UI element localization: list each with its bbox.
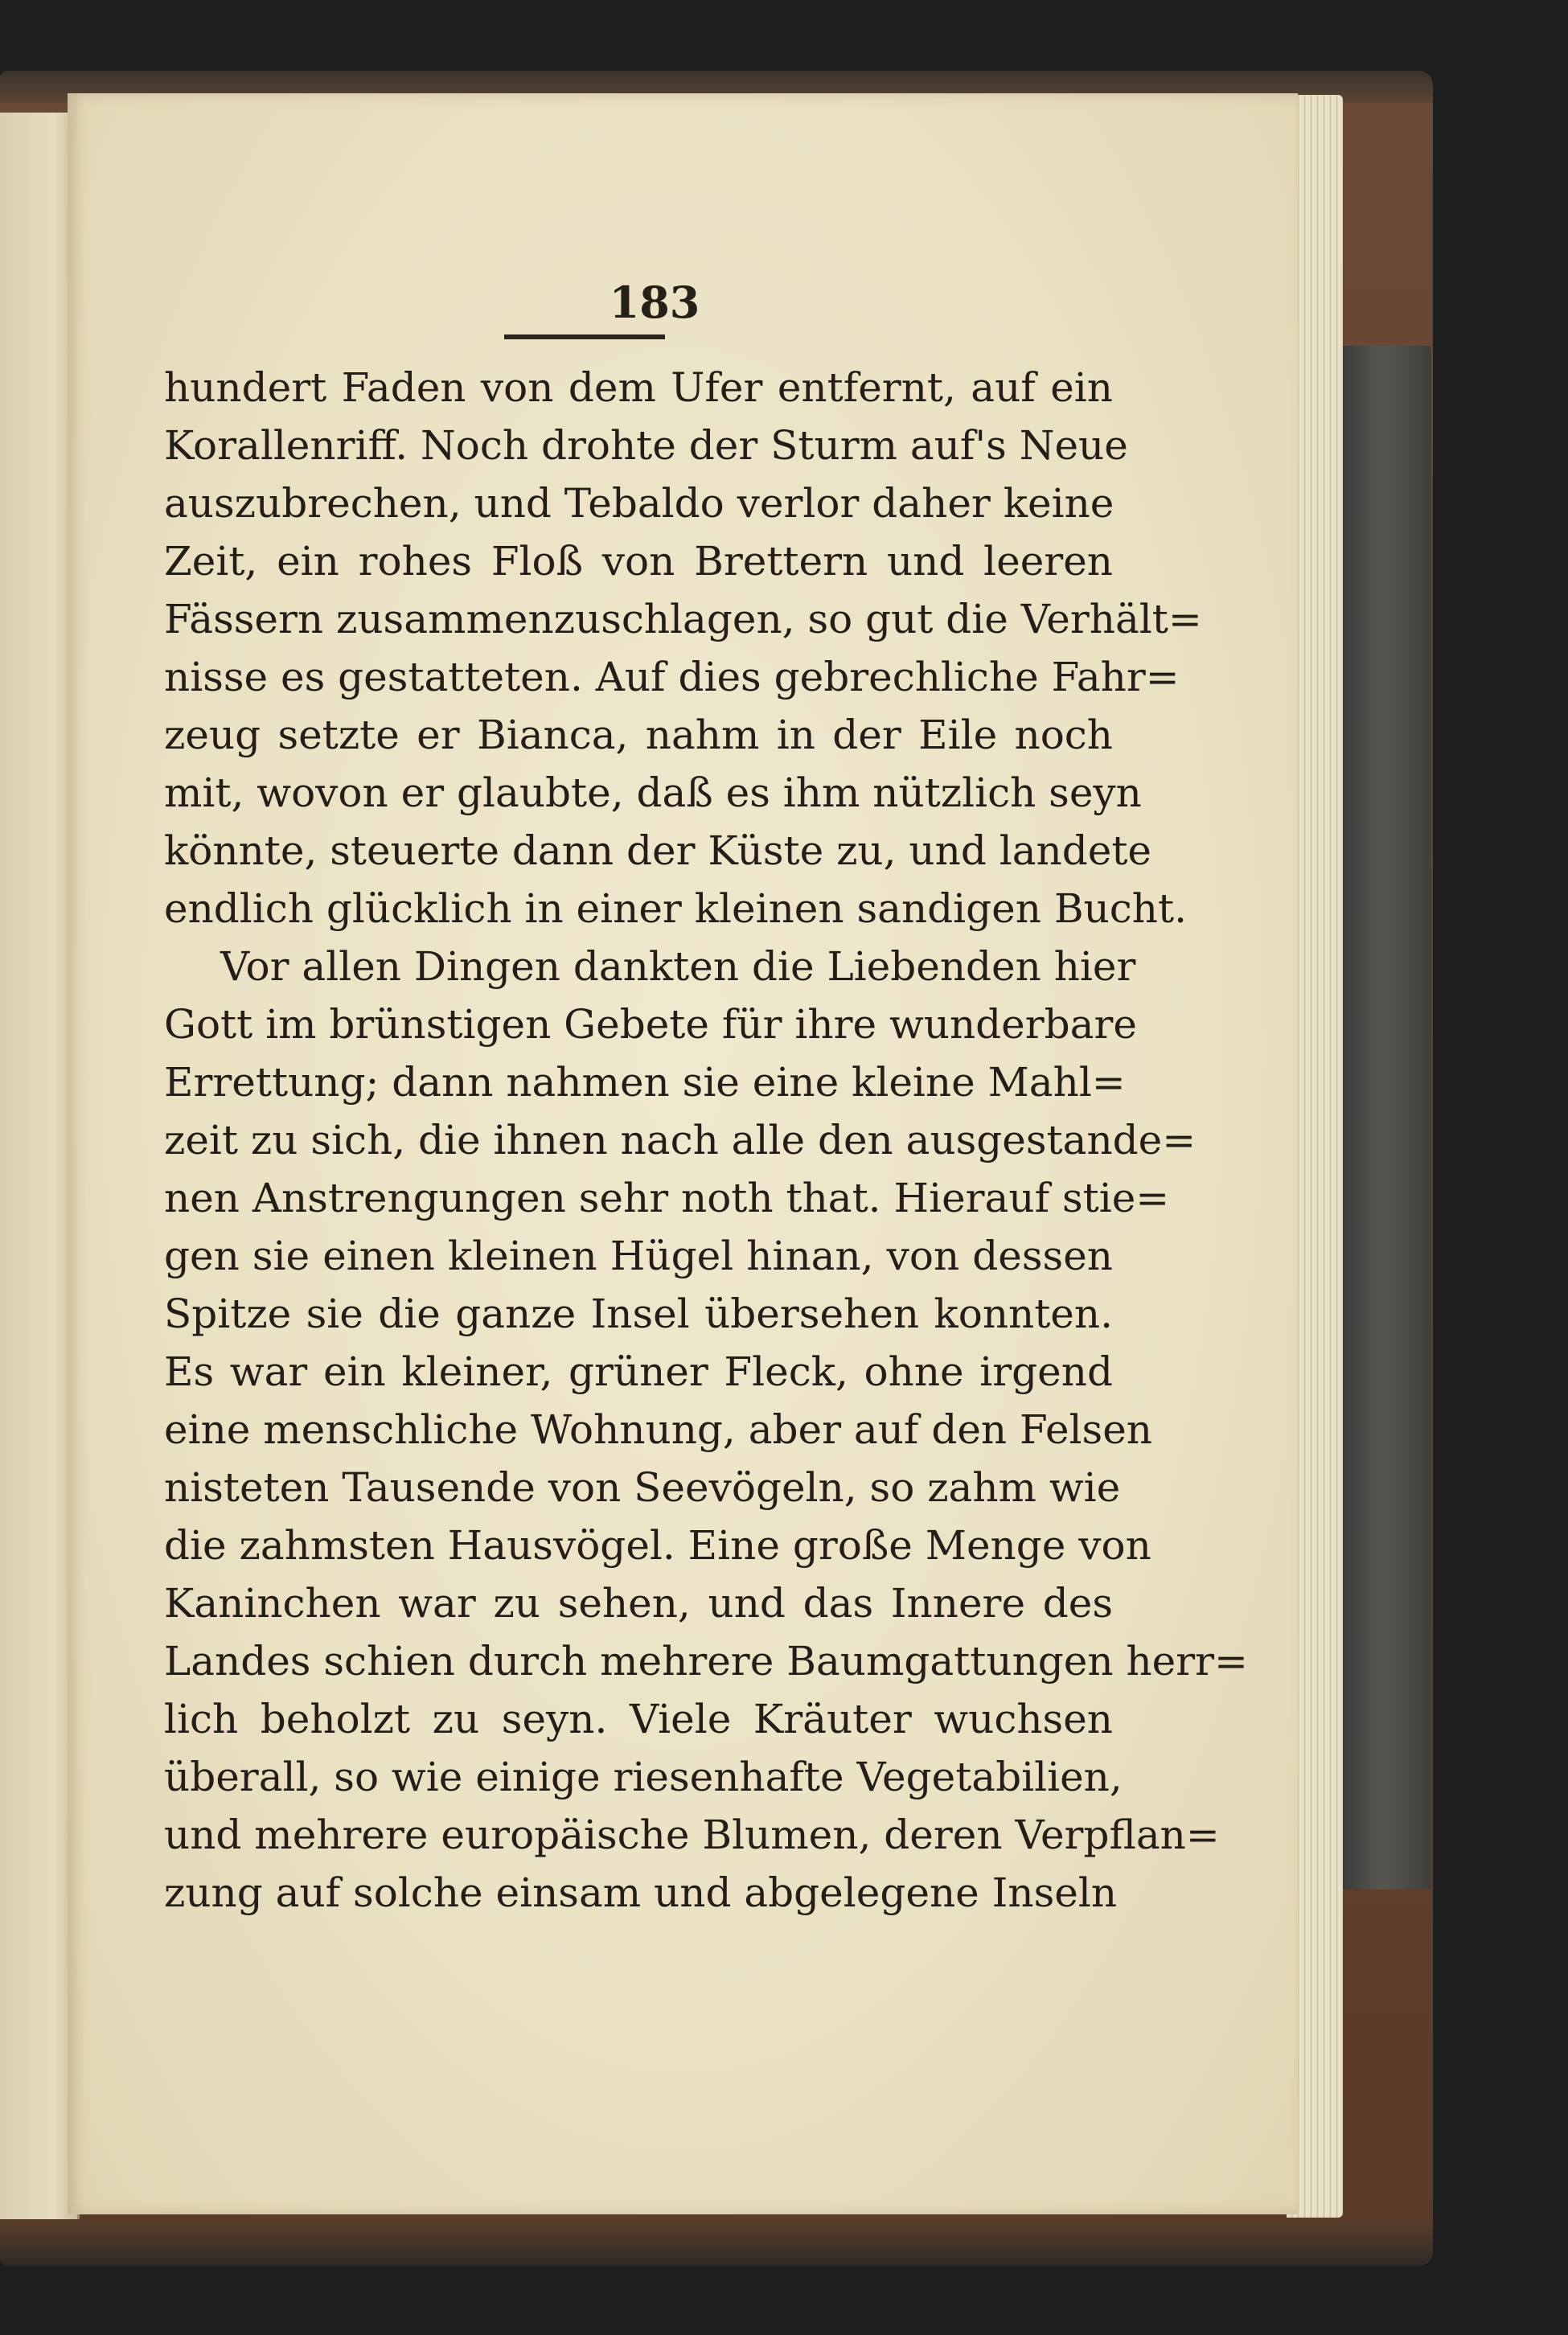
text-line: hundert Faden von dem Ufer entfernt, auf ein — [164, 364, 1113, 411]
cover-cloth-panel — [1341, 346, 1431, 1890]
text-line: mit, wovon er glaubte, daß es ihm nützlich seyn — [164, 769, 1142, 816]
body-text — [164, 359, 1248, 1922]
text-line: Errettung; dann nahmen sie eine kleine Mahl= — [164, 1059, 1126, 1106]
text-line: zeit zu sich, die ihnen nach alle den ausgestande= — [164, 1117, 1197, 1163]
text-line: zeug setzte er Bianca, nahm in der Eile noch — [164, 712, 1113, 758]
text-line: nisteten Tausende von Seevögeln, so zahm wie — [164, 1464, 1121, 1511]
text-line: Landes schien durch mehrere Baumgattungen herr= — [164, 1638, 1248, 1685]
text-line: überall, so wie einige riesenhafte Vegetabilien, — [164, 1754, 1123, 1800]
text-line: zung auf solche einsam und abgelegene Inseln — [164, 1869, 1118, 1916]
text-line: nen Anstrengungen sehr noth that. Hierauf stie= — [164, 1175, 1170, 1221]
text-line: Fässern zusammenzuschlagen, so gut die Verhält= — [164, 596, 1202, 642]
text-line: lich beholzt zu seyn. Viele Kräuter wuchsen — [164, 1696, 1113, 1742]
cover-bottom-edge — [0, 2219, 1433, 2266]
text-line: endlich glücklich in einer kleinen sandigen Bucht. — [164, 885, 1187, 932]
text-line: Es war ein kleiner, grüner Fleck, ohne irgend — [164, 1348, 1113, 1395]
text-line: Zeit, ein rohes Floß von Brettern und leeren — [164, 538, 1113, 585]
text-line: nisse es gestatteten. Auf dies gebrechliche Fahr= — [164, 654, 1180, 700]
text-line: Spitze sie die ganze Insel übersehen konnten. — [164, 1291, 1113, 1337]
text-line: Kaninchen war zu sehen, und das Innere des — [164, 1580, 1113, 1627]
text-line: auszubrechen, und Tebaldo verlor daher keine — [164, 480, 1114, 527]
text-line: und mehrere europäische Blumen, deren Verpflan= — [164, 1812, 1220, 1858]
book-page — [68, 93, 1298, 2214]
page-number-rule — [504, 334, 665, 339]
text-line: könnte, steuerte dann der Küste zu, und landete — [164, 827, 1152, 874]
text-line: gen sie einen kleinen Hügel hinan, von dessen — [164, 1233, 1113, 1279]
text-line: Korallenriff. Noch drohte der Sturm auf's Neue — [164, 422, 1128, 469]
text-line: Gott im brünstigen Gebete für ihre wunderbare — [164, 1001, 1137, 1048]
text-line: eine menschliche Wohnung, aber auf den Felsen — [164, 1406, 1153, 1453]
page-number: 183 — [609, 277, 700, 328]
text-line: Vor allen Dingen dankten die Liebenden hier — [220, 943, 1136, 990]
text-line: die zahmsten Hausvögel. Eine große Menge von — [164, 1522, 1151, 1569]
